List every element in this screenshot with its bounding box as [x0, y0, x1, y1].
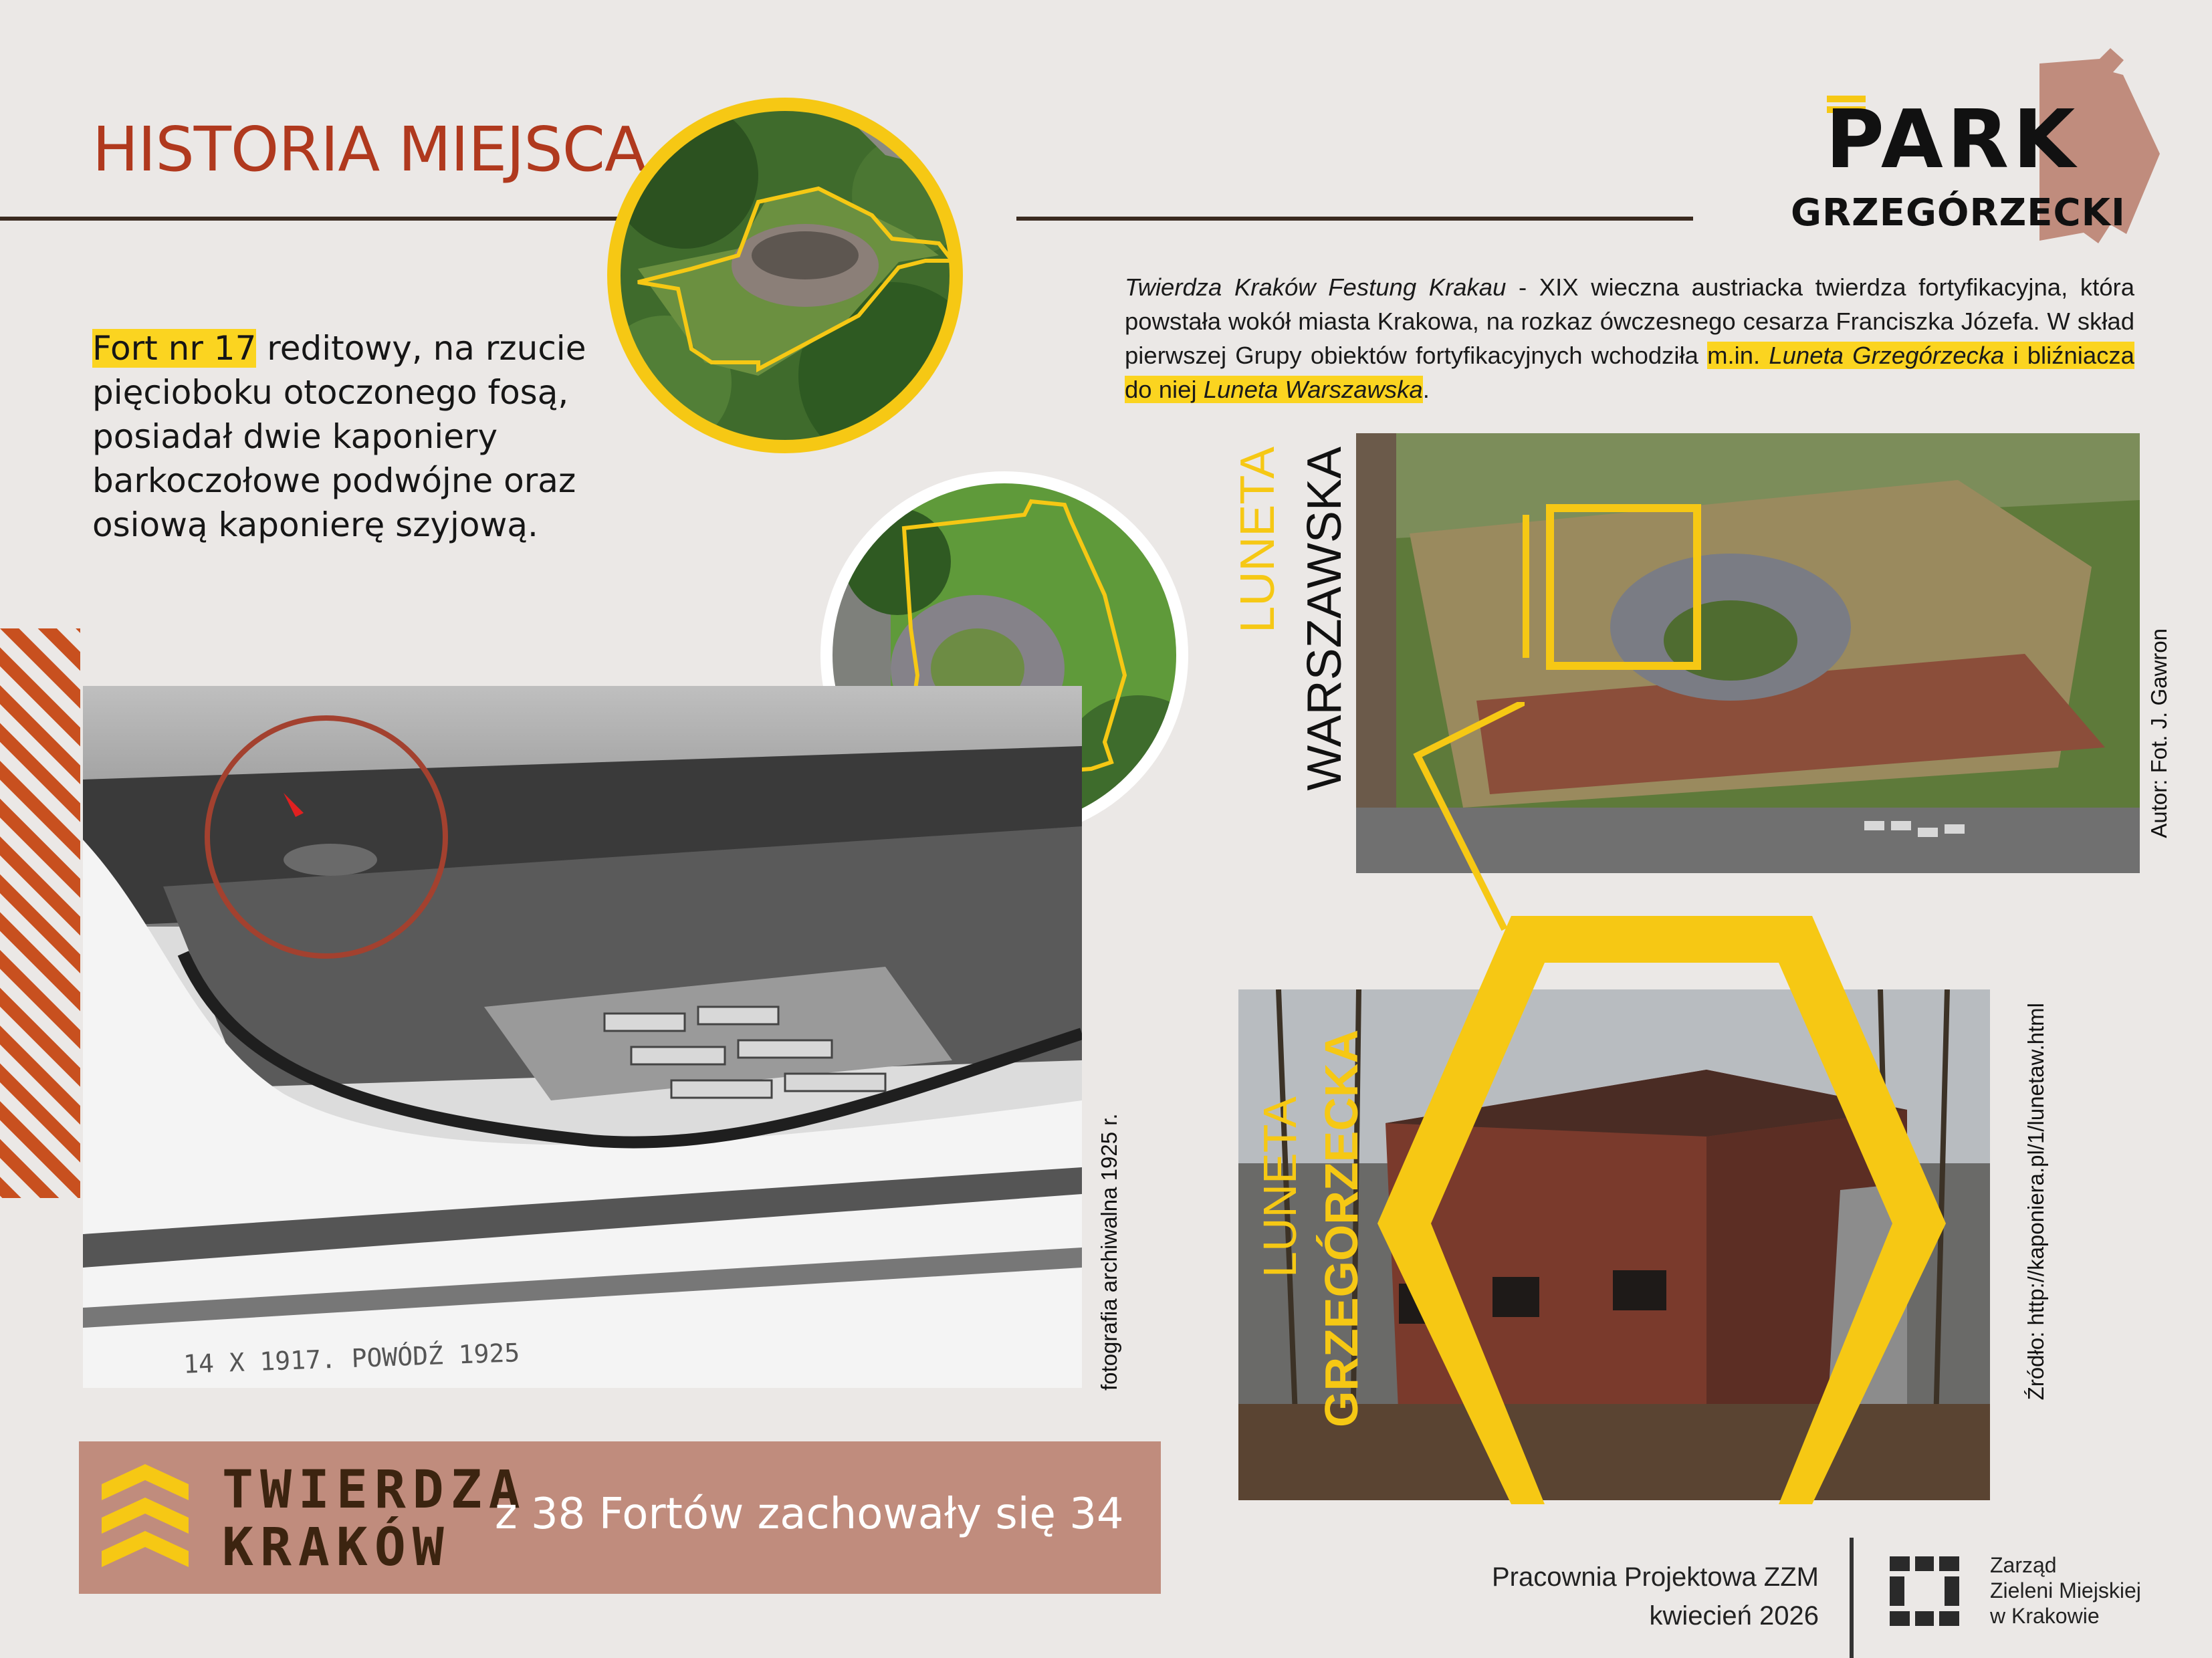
chevron-up-icon: [102, 1464, 189, 1571]
logo-park-text: PARK: [1826, 94, 2080, 187]
decorative-stripes: [0, 628, 80, 1198]
archive-handwritten: 14 X 1917. POWÓDŹ 1925: [183, 1338, 520, 1379]
org-line1: Zarząd: [1990, 1553, 2057, 1577]
org-line2: Zieleni Miejskiej: [1990, 1578, 2141, 1603]
aerial-circle-large: [604, 95, 966, 456]
archive-photo: [83, 686, 1082, 1388]
banner-line2: KRAKÓW: [222, 1518, 451, 1578]
grzegorzecka-source: Źródło: http://kaponiera.pl/1/lunetaw.html: [2023, 1003, 2048, 1401]
desc-hl-prefix: m.in.: [1707, 342, 1769, 369]
desc-hl-grzegorzecka: Luneta Grzegórzecka: [1769, 342, 2005, 369]
archive-photo-image: [83, 686, 1082, 1388]
desc-hl-mid: i bliźniacza do niej: [1125, 342, 2134, 403]
warszawska-label-top: LUNETA: [1231, 447, 1285, 633]
header-rule-left: [0, 217, 622, 221]
zzm-org-name: [1990, 1552, 2141, 1629]
twierdza-banner: [79, 1441, 1161, 1594]
desc-hl-warszawska: Luneta Warszawska: [1203, 376, 1423, 403]
zzm-logo-icon: [1890, 1556, 1959, 1626]
footer-date: kwiecień 2026: [1649, 1601, 1819, 1631]
banner-title: [222, 1461, 527, 1576]
logo-name-text: GRZEGÓRZECKI: [1791, 191, 2126, 235]
warszawska-label-bottom: WARSZAWSKA: [1298, 447, 1351, 791]
desc-body: - XIX wieczna austriacka twierdza fortyfikacyjna, która powstała wokół miasta Krakowa, na rozkaz ówczesnego cesarza Franciszka Józefa. W skład pierwszej Grupy obiektów fortyfikacyjnych wchodziła: [1125, 273, 2134, 369]
banner-text: z 38 Fortów zachowały się 34: [495, 1490, 1124, 1539]
intro-text: [92, 326, 600, 547]
grzegorzecka-label-top: LUNETA: [1254, 1096, 1306, 1278]
aerial-photo-large: [604, 95, 966, 456]
warszawska-credit: Autor: Fot. J. Gawron: [2146, 628, 2171, 838]
page-title: HISTORIA MIEJSCA: [92, 114, 646, 185]
stripes-graphic: [0, 628, 80, 1198]
header-rule-right: [1016, 217, 1693, 221]
grzegorzecka-label-bottom: GRZEGÓRZECKA: [1315, 1030, 1367, 1427]
banner-line1: TWIERDZA: [222, 1460, 527, 1520]
zzm-logo-graphic: [1890, 1556, 1959, 1626]
desc-italic-lead: Twierdza Kraków Festung Krakau: [1125, 273, 1507, 301]
fort-highlight: Fort nr 17: [92, 329, 257, 368]
archive-caption: fotografia archiwalna 1925 r.: [1097, 1113, 1121, 1391]
footer-studio: Pracownia Projektowa ZZM: [1491, 1562, 1819, 1592]
park-logo: [1791, 40, 2167, 267]
desc-end: .: [1422, 376, 1430, 403]
footer-divider: [1850, 1538, 1854, 1658]
footer-credit: [1404, 1558, 1819, 1635]
connector-line: [1404, 702, 1525, 936]
intro-body: reditowy, na rzucie pięcioboku otoczonego fosą, posiadał dwie kaponiery barkoczołowe podwójne oraz osiową kaponierę szyjową.: [92, 329, 586, 544]
org-line3: w Krakowie: [1990, 1604, 2100, 1628]
description-text: [1125, 270, 2134, 406]
yellow-hex-frame: [1371, 903, 1959, 1524]
